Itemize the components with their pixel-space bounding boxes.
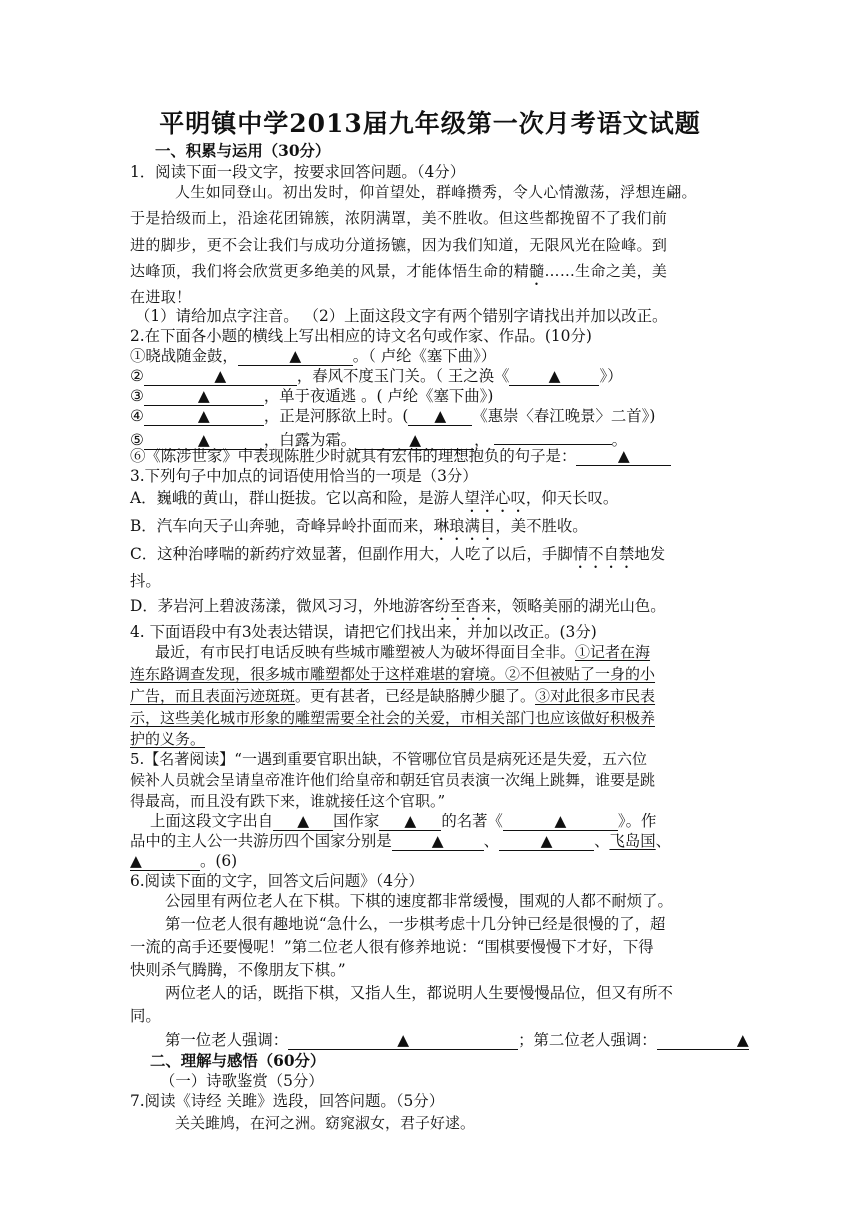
q6-passage-line: 同。 <box>130 1007 161 1025</box>
answer-blank[interactable]: ▲ <box>509 367 599 386</box>
text: ③ <box>130 387 144 405</box>
answer-blank[interactable]: ▲ <box>144 407 264 426</box>
answer-blank[interactable]: ▲ <box>499 832 594 851</box>
answer-blank[interactable]: ▲ <box>379 812 441 831</box>
answer-blank[interactable]: ▲ <box>503 812 618 831</box>
answer-blank[interactable]: ▲ <box>657 1031 749 1050</box>
exam-title: 平明镇中学2013届九年级第一次月考语文试题 <box>159 109 701 138</box>
q1-subquestions: （1）请给加点字注音。 （2）上面这段文字有两个错别字请找出并加以改正。 <box>135 307 668 325</box>
dotted-idiom: 纷至沓来 <box>434 597 497 615</box>
text: ；第二位老人强调： <box>518 1031 657 1049</box>
section-heading-2: 二、理解与感悟（60分） <box>150 1052 326 1070</box>
q4-passage-line: 护的义务。 <box>130 730 206 748</box>
q6-passage-line: 快则杀气腾腾，不像朋友下棋。” <box>130 961 346 979</box>
q1-passage-line: 于是拾级而上，沿途花团锦簇，浓阴满罩，美不胜收。但这些都挽留不了我们前 <box>130 209 668 227</box>
q3-option-a[interactable] <box>130 488 618 516</box>
text: 、 <box>594 832 610 850</box>
text: 。更有甚者，已经是缺胳膊少腿了。 <box>295 687 536 705</box>
underlined-text: ③对此很多市民表 <box>535 687 656 705</box>
q6-stem: 6.阅读下面的文字，回答文后问题》（4分） <box>130 872 424 890</box>
answer-blank[interactable]: ▲ <box>273 812 333 831</box>
q2-line-4 <box>130 406 655 426</box>
q4-stem: 4. 下面语段中有3处表达错误，请把它们找出来，并加以改正。(3分) <box>130 623 597 641</box>
q5-question-line <box>130 831 671 851</box>
text: 最近，有市民打电话反映有些城市雕塑被人为破坏得面目全非。 <box>155 643 576 661</box>
answer-blank[interactable]: ▲ <box>144 367 297 386</box>
text: ，正是河豚欲上时。( <box>263 407 409 425</box>
q3-option-d[interactable] <box>130 596 666 624</box>
text: ，仰天长叹。 <box>525 489 619 507</box>
q5-question-line <box>130 851 237 871</box>
q2-line-6 <box>130 446 671 466</box>
q2-line-2 <box>130 366 623 386</box>
q6-passage-line: 两位老人的话，既指下棋，又指人生，都说明人生要慢慢品位，但又有所不 <box>165 984 673 1002</box>
text: ，春风不度玉门关。（ 王之涣《 <box>296 367 510 385</box>
q2-stem: 2.在下面各小题的横线上写出相应的诗文名句或作家、作品。(10分) <box>130 327 592 345</box>
q3-option-c[interactable] <box>130 544 665 572</box>
answer-blank[interactable]: ▲ <box>144 387 264 406</box>
q6-passage-line: 第一位老人很有趣地说“急什么，一步棋考虑十几分钟已经是很慢的了，超 <box>165 915 666 933</box>
subsection-heading: （一）诗歌鉴赏（5分） <box>160 1072 324 1090</box>
q6-passage-line: 一流的高手还要慢呢！”第二位老人很有修养地说：“围棋要慢慢下才好，下得 <box>130 938 654 956</box>
text: ， <box>474 431 490 449</box>
underlined-text: 飞岛国 <box>609 832 656 850</box>
section-heading-1: 一、积累与运用（30分） <box>155 142 331 160</box>
text: A．巍峨的黄山，群山挺拔。它以高和险，是游人 <box>130 489 465 507</box>
text: ② <box>130 367 144 385</box>
q2-line-1 <box>130 346 496 366</box>
answer-blank[interactable]: ▲ <box>130 852 200 871</box>
text: 上面这段文字出自 <box>150 812 274 830</box>
answer-blank[interactable]: ▲ <box>576 447 671 466</box>
q6-answer-line <box>165 1030 749 1050</box>
answer-blank[interactable]: ▲ <box>408 407 472 426</box>
q2-line-3 <box>130 386 493 406</box>
q1-passage-line: 进的脚步，更不会让我们与成功分道扬镳，因为我们知道，无限风光在险峰。到 <box>130 236 668 254</box>
answer-blank[interactable]: ▲ <box>356 431 474 450</box>
text: 。(6) <box>200 852 238 870</box>
underlined-text: ①记者在海 <box>575 643 651 661</box>
q4-passage-line: 示，这些美化城市形象的雕塑需要全社会的关爱，市相关部门也应该做好积极养 <box>130 709 656 727</box>
text: ①晓战随金鼓， <box>130 347 238 365</box>
q4-passage-line <box>155 642 650 662</box>
text: 、 <box>483 832 500 850</box>
text: 国作家 <box>333 812 380 830</box>
dotted-idiom: 望洋心叹 <box>464 489 526 507</box>
q3-option-b[interactable] <box>130 516 588 544</box>
underlined-text: 广告，而且表面污迹斑斑 <box>130 687 296 705</box>
q3-stem: 3.下列句子中加点的词语使用恰当的一项是（3分） <box>130 467 478 485</box>
q6-passage-line: 公园里有两位老人在下棋。下棋的速度都非常缓慢，围观的人都不耐烦了。 <box>165 892 673 910</box>
q7-stem: 7.阅读《诗经 关雎》选段，回答问题。（5分） <box>130 1092 445 1110</box>
text: ，领略美丽的湖光山色。 <box>496 597 666 615</box>
q5-question-line <box>150 811 656 831</box>
text: 、 <box>655 832 672 850</box>
q1-passage-line: 人生如同登山。初出发时，仰首望处，群峰攒秀，令人心情激荡，浮想连翩。 <box>175 183 697 201</box>
underlined-text: 连东路调查发现，很多城市雕塑都处于这样难堪的窘境。 <box>130 665 506 683</box>
q1-passage-line <box>130 261 667 289</box>
q5-quote-line: 5.【名著阅读】“一遇到重要官职出缺，不管哪位官员是病死还是失爱，五六位 <box>130 750 647 768</box>
text: ⑥《陈涉世家》中表现陈胜少时就具有宏伟的理想抱负的句子是： <box>130 447 577 465</box>
text: 。 <box>611 431 627 449</box>
text: ，美不胜收。 <box>495 517 588 535</box>
text: 地发 <box>634 545 666 563</box>
text: 第一位老人强调： <box>165 1031 289 1049</box>
text: 品中的主人公一共游历四个国家分别是 <box>130 832 392 850</box>
answer-blank[interactable]: ▲ <box>392 832 484 851</box>
text: 的名著《 <box>441 812 503 830</box>
text: 》） <box>599 367 623 385</box>
q4-passage-line <box>130 686 655 706</box>
text: D．茅岩河上碧波荡漾，微风习习，外地游客 <box>130 597 435 615</box>
dotted-idiom: 琳琅满目 <box>433 517 496 535</box>
answer-blank[interactable]: ▲ <box>144 431 264 450</box>
text: ⑤ <box>130 431 144 449</box>
passage-text: 达峰顶，我们将会欣赏更多绝美的风景，才能体悟生命的精 <box>130 262 530 280</box>
text: ，单于夜遁逃 。( 卢纶《塞下曲》) <box>263 387 494 405</box>
answer-blank[interactable]: ▲ <box>288 1031 518 1050</box>
text: ，白露为霜。 <box>263 431 357 449</box>
text: 》。作 <box>617 812 657 830</box>
q1-stem: 1．阅读下面一段文字，按要求回答问题。（4分） <box>130 163 466 181</box>
q5-quote-line: 得最高，而且没有跌下来，谁就接任这个官职。” <box>130 792 446 810</box>
text: 。（ 卢纶《塞下曲》） <box>352 347 497 365</box>
passage-text: ……生命之美，美 <box>544 262 668 280</box>
text: B．汽车向天子山奔驰，奇峰异岭扑面而来， <box>130 517 434 535</box>
answer-blank[interactable]: ▲ <box>238 347 353 366</box>
text: 《惠崇〈春江晚景〉二首》) <box>472 407 656 425</box>
text: ④ <box>130 407 144 425</box>
dotted-char: 髓 <box>529 262 545 280</box>
q4-passage-line <box>130 664 655 684</box>
underlined-text: ②不但被贴了一身的小 <box>505 665 656 683</box>
dotted-idiom: 情不自禁 <box>572 545 635 563</box>
text: C．这种治哮喘的新药疗效显著，但副作用大，人吃了以后，手脚 <box>130 545 573 563</box>
q1-passage-line: 在进取！ <box>130 288 192 306</box>
answer-blank[interactable] <box>494 426 612 445</box>
q3-option-c-cont: 抖。 <box>130 572 161 590</box>
q7-poem: 关关雎鸠，在河之洲。窈窕淑女，君子好逑。 <box>175 1114 476 1132</box>
q5-quote-line: 候补人员就会呈请皇帝准许他们给皇帝和朝廷官员表演一次绳上跳舞，谁要是跳 <box>130 771 656 789</box>
